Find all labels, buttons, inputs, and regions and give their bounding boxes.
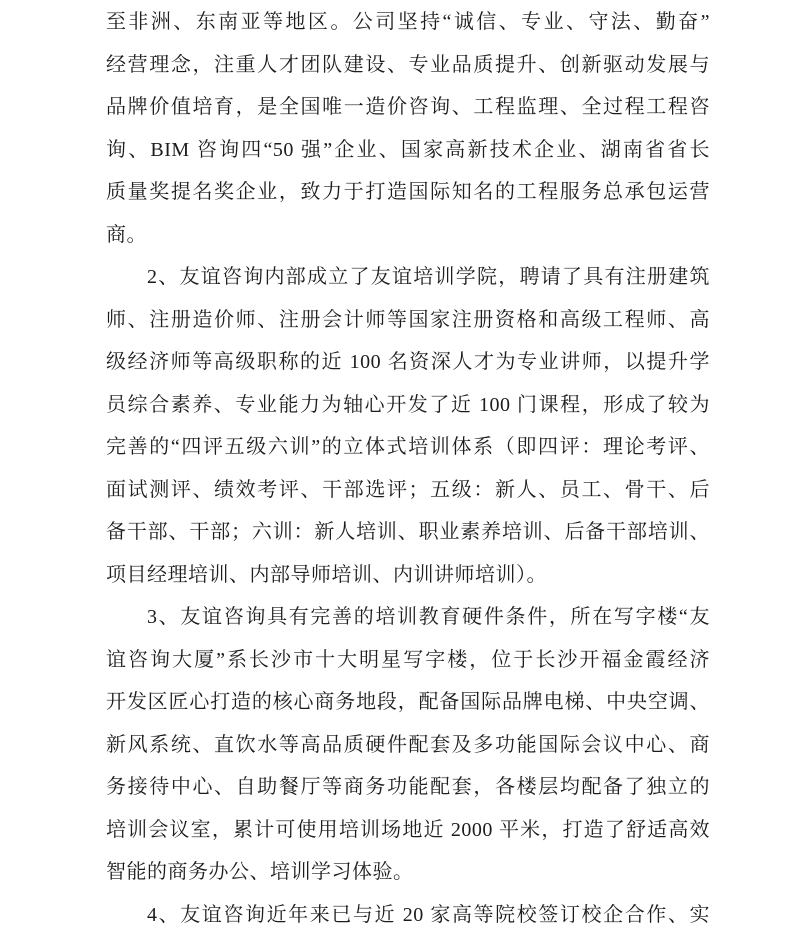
text-line: 智能的商务办公、培训学习体验。 <box>106 861 414 883</box>
text-line: 4、友谊咨询近年来已与近 20 家高等院校签订校企合作、实 <box>147 903 710 926</box>
paragraph <box>106 1 710 256</box>
paragraph <box>106 256 710 596</box>
text-line: 至非洲、东南亚等地区。公司坚持“诚信、专业、守法、勤奋” <box>106 11 710 33</box>
text-line: 面试测评、绩效考评、干部选评；五级：新人、员工、骨干、后 <box>106 478 710 501</box>
text-line: 备干部、干部；六训：新人培训、职业素养培训、后备干部培训、 <box>106 521 710 543</box>
text-line: 品牌价值培育，是全国唯一造价咨询、工程监理、全过程工程咨 <box>106 96 710 118</box>
text-line: 开发区匠心打造的核心商务地段，配备国际品牌电梯、中央空调、 <box>106 691 710 713</box>
text-line: 项目经理培训、内部导师培训、内训讲师培训）。 <box>106 563 547 586</box>
text-line: 2、友谊咨询内部成立了友谊培训学院，聘请了具有注册建筑 <box>147 266 710 288</box>
text-line: 务接待中心、自助餐厅等商务功能配套，各楼层均配备了独立的 <box>106 776 710 798</box>
text-line: 员综合素养、专业能力为轴心开发了近 100 门课程，形成了较为 <box>106 393 710 416</box>
paragraph <box>106 894 710 937</box>
text-line: 师、注册造价师、注册会计师等国家注册资格和高级工程师、高 <box>106 308 710 331</box>
text-line: 询、BIM 咨询四“50 强”企业、国家高新技术企业、湖南省省长 <box>106 138 710 161</box>
text-line: 新风系统、直饮水等高品质硬件配套及多功能国际会议中心、商 <box>106 733 710 756</box>
text-line: 3、友谊咨询具有完善的培训教育硬件条件，所在写字楼“友 <box>147 606 710 628</box>
text-line: 谊咨询大厦”系长沙市十大明星写字楼，位于长沙开福金霞经济 <box>106 648 710 671</box>
text-line: 完善的“四评五级六训”的立体式培训体系（即四评：理论考评、 <box>106 436 710 458</box>
text-line: 质量奖提名奖企业，致力于打造国际知名的工程服务总承包运营 <box>106 181 710 203</box>
text-line: 商。 <box>106 223 147 246</box>
text-line: 经营理念，注重人才团队建设、专业品质提升、创新驱动发展与 <box>106 53 710 76</box>
paragraph <box>106 596 710 894</box>
text-line: 培训会议室，累计可使用培训场地近 2000 平米，打造了舒适高效 <box>106 818 710 841</box>
text-line: 级经济师等高级职称的近 100 名资深人才为专业讲师，以提升学 <box>106 351 710 373</box>
